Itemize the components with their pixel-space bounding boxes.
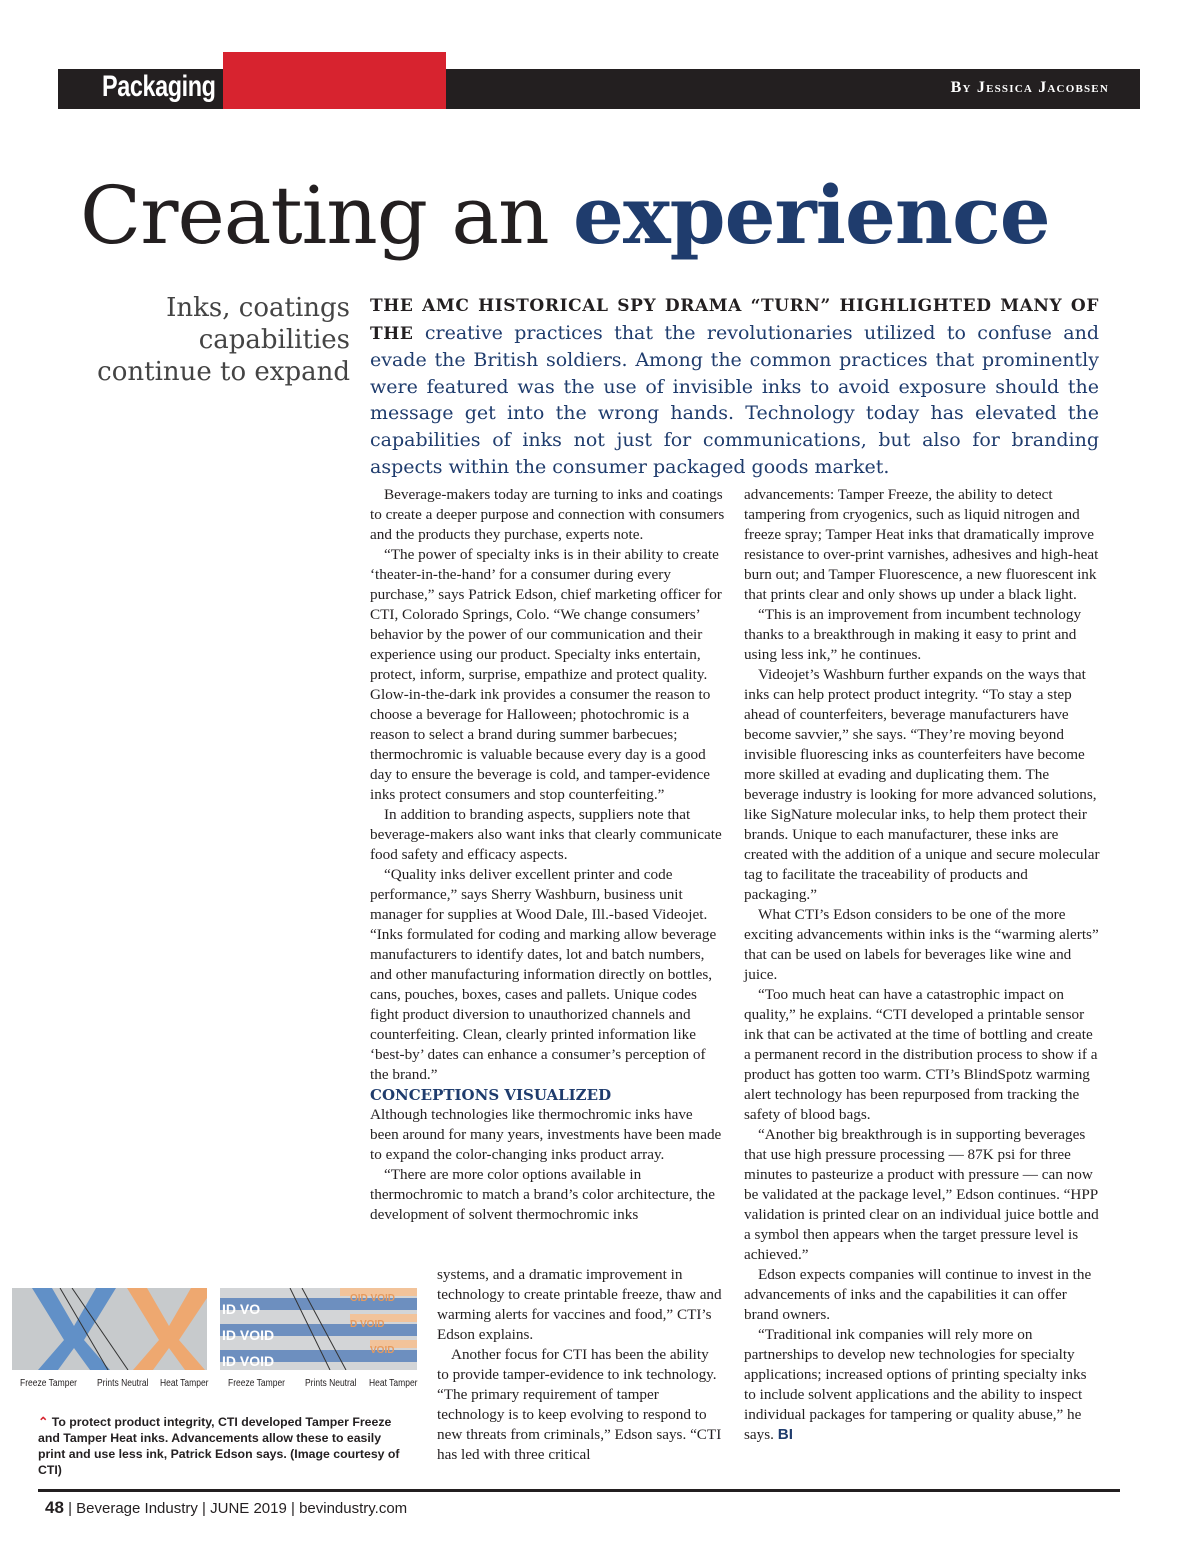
deck-line: Inks, coatings (166, 293, 350, 323)
void-text: VOID (370, 1345, 395, 1356)
figure-label: Freeze Tamper (228, 1378, 286, 1389)
deck-line: capabilities (198, 325, 350, 355)
figure-label: Heat Tamper (160, 1378, 209, 1389)
body-column-1 (370, 485, 725, 1225)
void-text: OID VOID (350, 1293, 396, 1304)
void-text: ID VO (222, 1301, 261, 1317)
paragraph (744, 1325, 1100, 1445)
paragraph: What CTI’s Edson considers to be one of the more exciting advancements within inks is the “warming alerts” that can be used on labels for beverages like wine and juice. (744, 906, 1099, 983)
void-text-group (222, 1296, 274, 1370)
paragraph: “This is an improvement from incumbent technology thanks to a breakthrough in making it easy to print and using less ink,” he continues. (744, 606, 1082, 663)
void-text-group-orange (350, 1288, 395, 1364)
byline: By Jessica Jacobsen (950, 79, 1109, 96)
paragraph: Another focus for CTI has been the ability to provide tamper-evidence to ink technology. “The primary requirement of tamper technology is to keep evolving to respond to new threats from criminals,” Edson says. “CTI has led with three critical (437, 1346, 722, 1463)
paragraph: In addition to branding aspects, suppliers note that beverage-makers also want inks that clearly communicate food safety and efficacy aspects. (370, 806, 722, 863)
lede-paragraph (370, 292, 1099, 480)
void-text: ID VOID (222, 1327, 275, 1343)
end-mark: BI (777, 1426, 793, 1443)
paragraph: “Another big breakthrough is in supporting beverages that use high pressure processing — 87K psi for three minutes to pasteurize a product with pressure — can now be validated at the package level,” Edson continues. “HPP validation is printed clear on an individual juice bottle and a symbol then appears when the target pressure level is achieved.” (744, 1126, 1099, 1263)
figure-label: Freeze Tamper (20, 1378, 78, 1389)
figure-label: Heat Tamper (369, 1378, 418, 1389)
paragraph: “Quality inks deliver excellent printer and code performance,” says Sherry Washburn, business unit manager for supplies at Wood Dale, Ill.-based Videojet. “Inks formulated for coding and marking allow beverage manufacturers to identify dates, lot and batch numbers, and other manufacturing information directly on bottles, cans, pouches, boxes, cases and pallets. Unique codes fight product diversion to unauthorized channels and counterfeiting. Clean, clearly printed information like ‘best-by’ dates can enhance a consumer’s perception of the brand.” (370, 866, 717, 1083)
paragraph: “There are more color options available in thermochromic to match a brand’s color architecture, the development of solvent thermochromic inks (370, 1166, 715, 1223)
tamper-x-graphic (12, 1288, 207, 1370)
figure-caption (38, 1414, 408, 1478)
section-tab (223, 52, 446, 109)
deck (60, 292, 350, 388)
paragraph: Although technologies like thermochromic inks have been around for many years, investments have been made to expand the color-changing inks product array. (370, 1106, 722, 1163)
figure-panel-right (220, 1288, 417, 1370)
body-column-1-continued (437, 1265, 722, 1465)
subhead: CONCEPTIONS VISUALIZED (370, 1086, 612, 1104)
title-light: Creating an (80, 169, 549, 262)
tamper-ink-figure (12, 1288, 417, 1373)
paragraph: Beverage-makers today are turning to inks and coatings to create a deeper purpose and connection with consumers and the products they purchase, experts note. (370, 486, 725, 543)
deck-line: continue to expand (97, 357, 350, 387)
title-bold: experience (573, 168, 1050, 262)
article-title (80, 168, 1050, 262)
caption-text: To protect product integrity, CTI developed Tamper Freeze and Tamper Heat inks. Advancements allow these to easily print and use less ink, Patrick Edson says. (Image courtesy of CTI) (38, 1415, 400, 1477)
void-text: ID VOID (222, 1353, 275, 1369)
section-label: Packaging (102, 70, 216, 103)
figure-label: Prints Neutral (305, 1378, 357, 1389)
paragraph: Edson expects companies will continue to invest in the advancements of inks and the capabilities it can offer brand owners. (744, 1266, 1092, 1323)
folio-text: | Beverage Industry | JUNE 2019 | bevindustry.com (68, 1500, 408, 1517)
footer-rule (38, 1489, 1120, 1492)
paragraph: “The power of specialty inks is in their ability to create ‘theater-in-the-hand’ for a consumer during every purchase,” says Patrick Edson, chief marketing officer for CTI, Colorado Springs, Colo. “We change consumers’ behavior by the power of our communication and their experience using our product. Specialty inks entertain, protect, inform, surprise, empathize and protect quality. Glow-in-the-dark ink provides a consumer the reason to choose a beverage for Halloween; photochromic is a reason to select a brand during summer barbecues; thermochromic is valuable because every day is a good day to ensure the beverage is cold, and tamper-evidence inks protect consumers and stop counterfeiting.” (370, 546, 722, 803)
paragraph: Videojet’s Washburn further expands on the ways that inks can help protect product integrity. “To stay a step ahead of counterfeiters, beverage manufacturers have become savvier,” she says. “They’re moving beyond invisible fluorescing inks as counterfeiters have become more skilled at evading and duplicating them. The beverage industry is looking for more advanced solutions, like SigNature molecular inks, to help them protect their brands. Unique to each manufacturer, these inks are created with the addition of a unique and secure molecular tag to facilitate the traceability of products and packaging.” (744, 666, 1100, 903)
paragraph: advancements: Tamper Freeze, the ability to detect tampering from cryogenics, such as liquid nitrogen and freeze spray; Tamper Heat inks that dramatically improve resistance to over-print varnishes, adhesives and high-heat burn out; and Tamper Fluorescence, a new fluorescent ink that prints clear and only shows up under a black light. (744, 486, 1099, 603)
lede-caps: THE AMC HISTORICAL SPY DRAMA “TURN” HIGHLIGHTED MANY OF THE (370, 296, 1099, 344)
body-column-2 (744, 485, 1100, 1445)
caption-arrow-icon: ⌃ (38, 1415, 49, 1429)
paragraph: systems, and a dramatic improvement in technology to create printable freeze, thaw and warming alerts for vaccines and food,” CTI’s Edson explains. (437, 1266, 722, 1343)
void-text: D VOID (350, 1319, 385, 1330)
figure-panel-left (12, 1288, 207, 1370)
paragraph: “Too much heat can have a catastrophic impact on quality,” he explains. “CTI developed a printable sensor ink that can be activated at the time of bottling and create a permanent record in the distribution process to show if a product has gotten too warm. CTI’s BlindSpotz warming alert technology has been repurposed from tracking the safety of blood bags. (744, 986, 1098, 1123)
folio (45, 1498, 407, 1518)
paragraph-text: “Traditional ink companies will rely more on partnerships to develop new technologies for specialty applications; increased options of printing specialty inks to include solvent applications and the ability to inspect individual packages for tampering or quality abuse,” he says. (744, 1326, 1087, 1443)
lede-rest: creative practices that the revolutionaries utilized to confuse and evade the British soldiers. Among the common practices that prominently were featured was the use of invisible inks to avoid exposure should the message get into the wrong hands. Technology today has elevated the capabilities of inks not just for communications, but also for branding aspects within the consumer packaged goods market. (370, 321, 1099, 478)
page-number: 48 (45, 1498, 64, 1517)
figure-label: Prints Neutral (97, 1378, 149, 1389)
